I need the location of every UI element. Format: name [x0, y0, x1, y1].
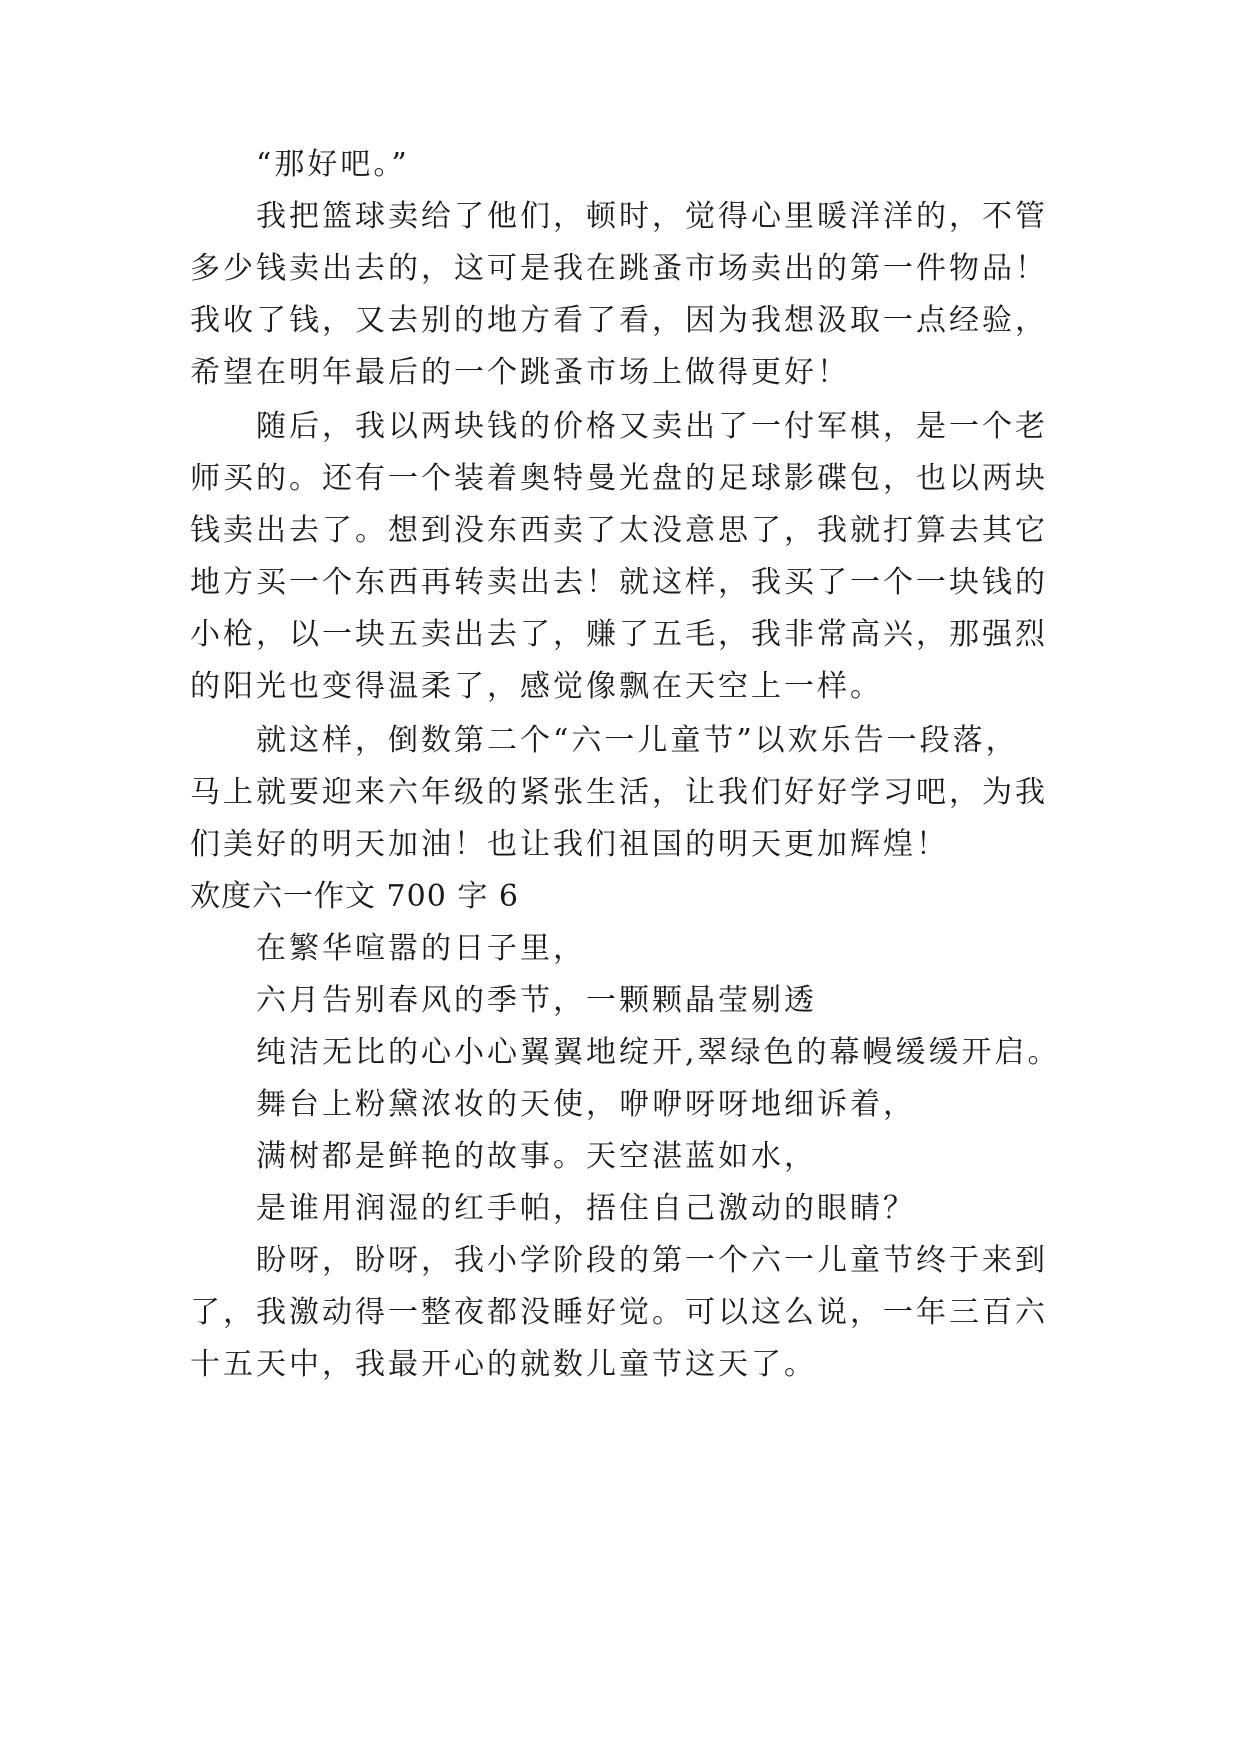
text-line: 满树都是鲜艳的故事。天空湛蓝如水，: [256, 1139, 817, 1174]
text-line: 的阳光也变得温柔了，感觉像飘在天空上一样。: [190, 669, 883, 704]
text-line: 在繁华喧嚣的日子里，: [256, 931, 586, 966]
text-line: “那好吧。”: [256, 147, 410, 182]
text-line: 是谁用润湿的红手帕，捂住自己激动的眼睛？: [256, 1191, 916, 1226]
text-line: 们美好的明天加油！也让我们祖国的明天更加辉煌！: [190, 827, 949, 862]
text-line: 地方买一个东西再转卖出去！就这样，我买了一个一块钱的: [190, 565, 1048, 600]
text-line: 随后，我以两块钱的价格又卖出了一付军棋，是一个老: [256, 409, 1048, 444]
text-line: 我把篮球卖给了他们，顿时，觉得心里暖洋洋的，不管: [256, 199, 1048, 234]
text-line: 纯洁无比的心小心翼翼地绽开,翠绿色的幕幔缓缓开启。: [256, 1035, 1061, 1070]
text-line: 师买的。还有一个装着奥特曼光盘的足球影碟包，也以两块: [190, 461, 1048, 496]
text-line: 希望在明年最后的一个跳蚤市场上做得更好！: [190, 355, 850, 390]
text-line: 小枪，以一块五卖出去了，赚了五毛，我非常高兴，那强烈: [190, 617, 1048, 652]
text-line: 我收了钱，又去别的地方看了看，因为我想汲取一点经验，: [190, 303, 1048, 338]
text-line: 十五天中，我最开心的就数儿童节这天了。: [190, 1347, 817, 1382]
text-line: 就这样，倒数第二个“六一儿童节”以欢乐告一段落，: [256, 723, 1019, 758]
text-line: 钱卖出去了。想到没东西卖了太没意思了，我就打算去其它: [190, 513, 1048, 548]
text-line: 六月告别春风的季节，一颗颗晶莹剔透: [256, 983, 817, 1018]
text-line: 了，我激动得一整夜都没睡好觉。可以这么说，一年三百六: [190, 1295, 1048, 1330]
text-line: 马上就要迎来六年级的紧张生活，让我们好好学习吧，为我: [190, 775, 1048, 810]
text-line: 多少钱卖出去的，这可是我在跳蚤市场卖出的第一件物品！: [190, 251, 1048, 286]
text-line: 盼呀，盼呀，我小学阶段的第一个六一儿童节终于来到: [256, 1243, 1048, 1278]
text-line: 舞台上粉黛浓妆的天使，咿咿呀呀地细诉着，: [256, 1087, 916, 1122]
section-heading: 欢度六一作文 700 字 6: [190, 879, 519, 914]
